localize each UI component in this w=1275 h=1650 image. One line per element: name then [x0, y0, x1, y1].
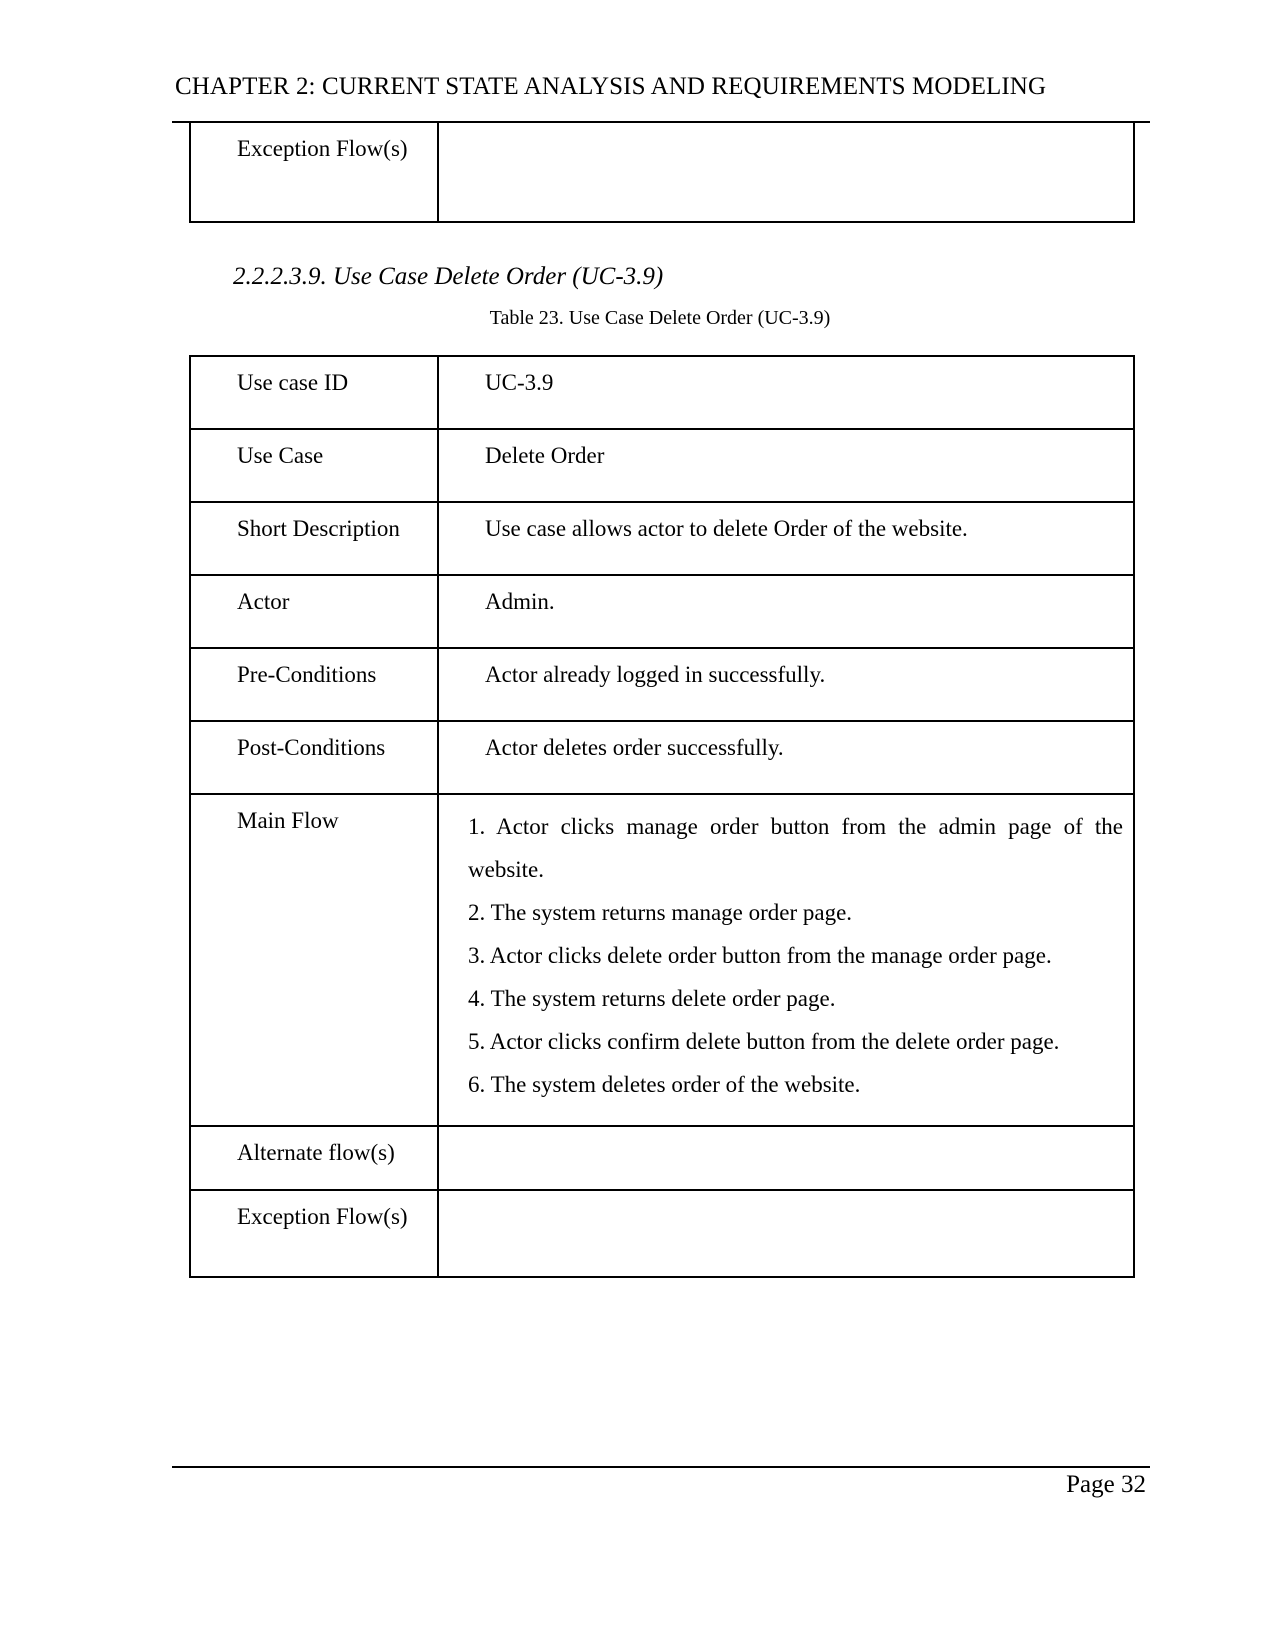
usecase-delete-order-table: [189, 355, 1135, 1278]
row-value-alternate-flow: [438, 1126, 1134, 1190]
row-label-post-conditions: Post-Conditions: [190, 721, 438, 794]
table-row: [190, 575, 1134, 648]
row-value-actor: Admin.: [438, 575, 1134, 648]
row-value-exception-flow-continued: [438, 123, 1134, 222]
row-value-post-conditions: Actor deletes order successfully.: [438, 721, 1134, 794]
table-row: [190, 648, 1134, 721]
row-value-short-description: Use case allows actor to delete Order of the website.: [438, 502, 1134, 575]
row-label-main-flow: Main Flow: [190, 794, 438, 1126]
table-row: [190, 356, 1134, 429]
row-value-exception-flow: [438, 1190, 1134, 1277]
main-flow-step: 5. Actor clicks confirm delete button from the delete order page.: [468, 1029, 1060, 1054]
main-flow-step: 4. The system returns delete order page.: [468, 986, 836, 1011]
chapter-header: CHAPTER 2: CURRENT STATE ANALYSIS AND REQUIREMENTS MODELING: [175, 73, 1047, 100]
row-label-actor: Actor: [190, 575, 438, 648]
page-number: Page 32: [1066, 1471, 1146, 1498]
continued-usecase-table: [189, 123, 1135, 223]
table-row: [190, 721, 1134, 794]
row-label-usecase: Use Case: [190, 429, 438, 502]
row-value-usecase-id: UC-3.9: [438, 356, 1134, 429]
row-label-alternate-flow: Alternate flow(s): [190, 1126, 438, 1190]
main-flow-step: 1. Actor clicks manage order button from the admin page of the website.: [468, 814, 1123, 882]
row-label-usecase-id: Use case ID: [190, 356, 438, 429]
row-label-exception-flow-continued: Exception Flow(s): [190, 123, 438, 222]
footer-divider: [172, 1466, 1150, 1468]
main-flow-step: 2. The system returns manage order page.: [468, 900, 853, 925]
section-heading: 2.2.2.3.9. Use Case Delete Order (UC-3.9): [233, 263, 664, 290]
table-row: [190, 123, 1134, 222]
table-row-exception-flow: [190, 1190, 1134, 1277]
row-value-pre-conditions: Actor already logged in successfully.: [438, 648, 1134, 721]
row-value-main-flow: [438, 794, 1134, 1126]
table-row: [190, 502, 1134, 575]
main-flow-steps: [468, 805, 1123, 1106]
row-value-usecase: Delete Order: [438, 429, 1134, 502]
row-label-pre-conditions: Pre-Conditions: [190, 648, 438, 721]
table-row-main-flow: [190, 794, 1134, 1126]
row-label-short-description: Short Description: [190, 502, 438, 575]
table-row: [190, 429, 1134, 502]
main-flow-step: 3. Actor clicks delete order button from the manage order page.: [468, 943, 1052, 968]
table-caption: Table 23. Use Case Delete Order (UC-3.9): [489, 307, 831, 329]
main-flow-step: 6. The system deletes order of the website.: [468, 1072, 861, 1097]
table-row-alternate-flow: [190, 1126, 1134, 1190]
row-label-exception-flow: Exception Flow(s): [190, 1190, 438, 1277]
